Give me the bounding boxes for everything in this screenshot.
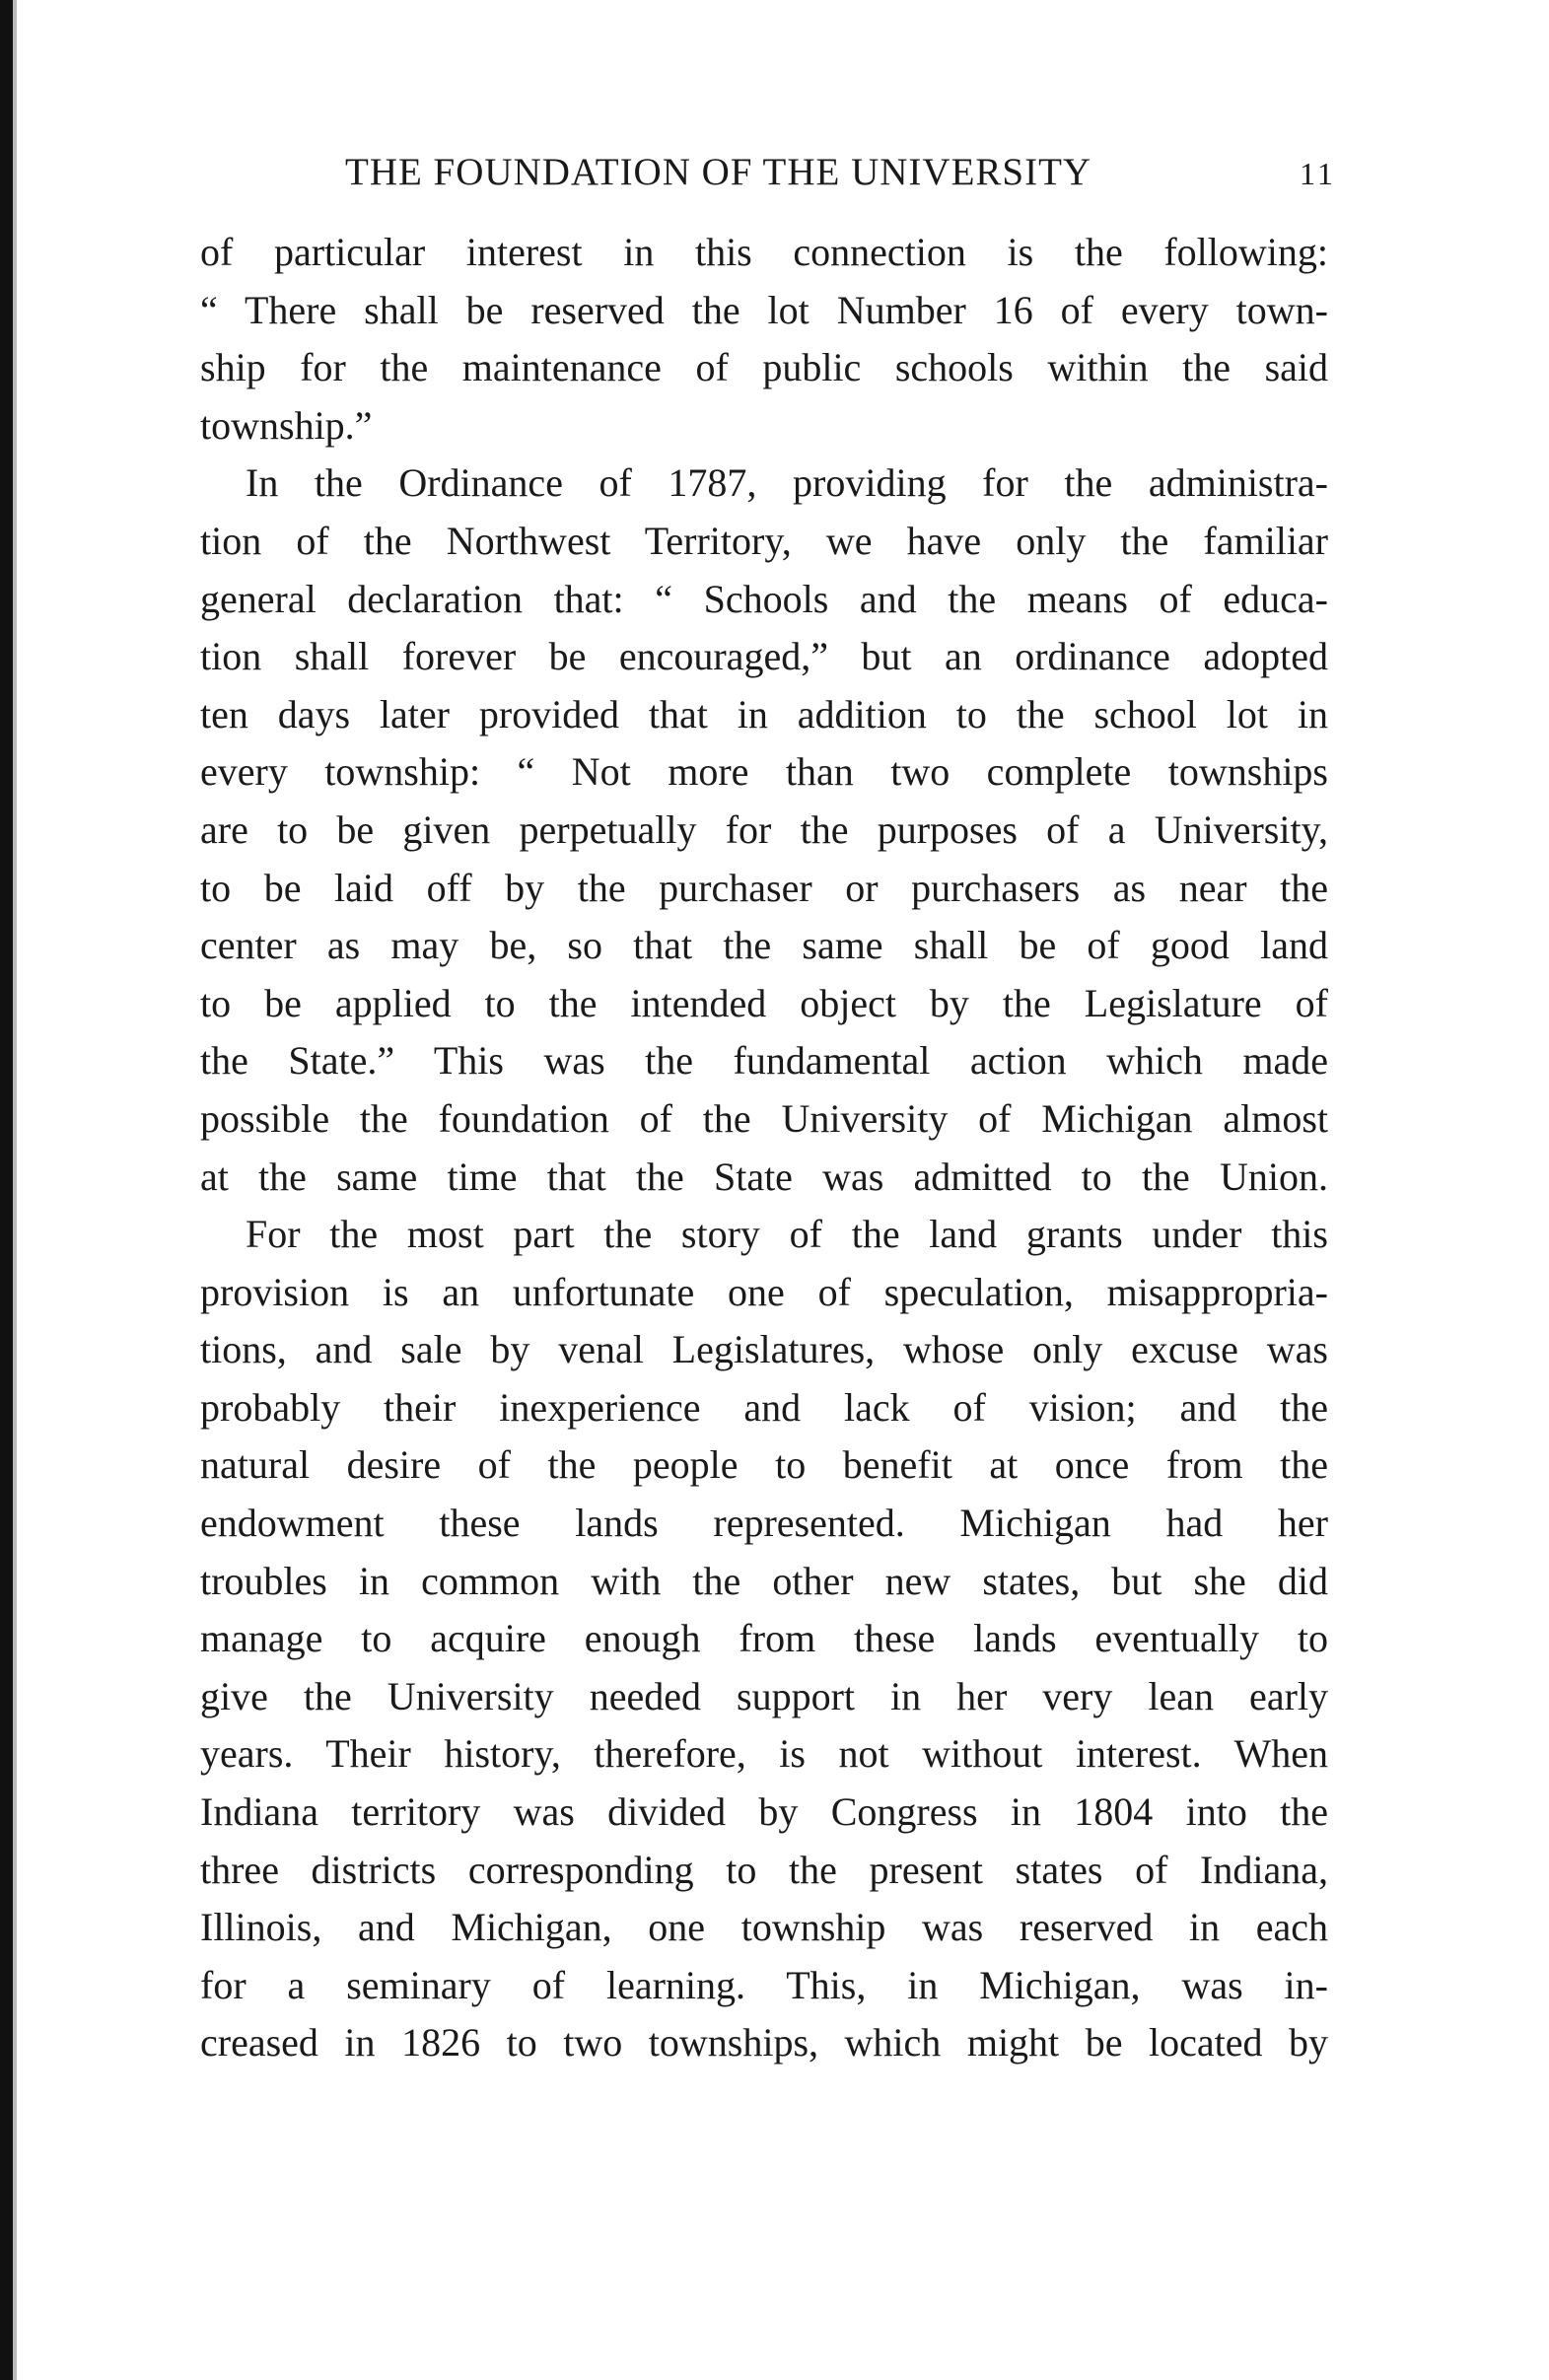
body-text (200, 224, 1328, 2072)
text-line: Indiana territory was divided by Congress in 1804 into the (200, 1789, 1328, 1835)
text-line: tions, and sale by venal Legislatures, whose only excuse was (200, 1327, 1328, 1372)
text-line: probably their inexperience and lack of vision; and the (200, 1384, 1328, 1430)
text-line: township.” (200, 402, 373, 448)
text-line: of particular interest in this connection is the following: (200, 230, 1328, 274)
text-line: endowment these lands represented. Michigan had her (200, 1501, 1328, 1546)
text-line: give the University needed support in her very lean early (200, 1673, 1328, 1718)
text-line: years. Their history, therefore, is not without interest. When (200, 1731, 1328, 1777)
text-line: ten days later provided that in addition to the school lot in (200, 691, 1328, 736)
text-line: tion shall forever be encouraged,” but an ordinance adopted (200, 634, 1328, 679)
text-line: are to be given perpetually for the purposes of a University, (200, 806, 1328, 852)
text-line: for a seminary of learning. This, in Michigan, was in- (200, 1962, 1328, 2007)
text-line: to be applied to the intended object by the Legislature of (200, 980, 1328, 1025)
text-line: to be laid off by the purchaser or purchasers as near the (200, 865, 1328, 910)
text-line: troubles in common with the other new states, but she did (200, 1558, 1328, 1603)
page-binding-shadow (13, 0, 17, 2380)
text-line: creased in 1826 to two townships, which might be located by (200, 2020, 1328, 2065)
text-line: every township: “ Not more than two complete townships (200, 749, 1328, 795)
page-number: 11 (1300, 156, 1336, 191)
text-line: natural desire of the people to benefit at once from the (200, 1442, 1328, 1488)
text-line: manage to acquire enough from these lands eventually to (200, 1616, 1328, 1661)
text-line: provision is an unfortunate one of speculation, misappropria- (200, 1269, 1328, 1314)
text-line: possible the foundation of the University of Michigan almost (200, 1095, 1328, 1141)
text-line: “ There shall be reserved the lot Number 16 of every town- (200, 287, 1328, 332)
text-line: ship for the maintenance of public schools within the said (200, 345, 1328, 390)
text-line: Illinois, and Michigan, one township was reserved in each (200, 1905, 1328, 1950)
page-binding-edge (0, 0, 13, 2380)
text-line: In the Ordinance of 1787, providing for the administra- (246, 460, 1328, 506)
text-line: center as may be, so that the same shall be of good land (200, 923, 1328, 968)
text-line: the State.” This was the fundamental action which made (200, 1038, 1328, 1084)
text-line: at the same time that the State was admitted to the Union. (200, 1154, 1328, 1199)
text-line: For the most part the story of the land grants under this (246, 1212, 1328, 1257)
text-line: tion of the Northwest Territory, we have only the familiar (200, 518, 1328, 563)
text-line: general declaration that: “ Schools and the means of educa- (200, 576, 1328, 621)
running-head-title: THE FOUNDATION OF THE UNIVERSITY (345, 151, 1092, 193)
text-line: three districts corresponding to the present states of Indiana, (200, 1847, 1328, 1892)
